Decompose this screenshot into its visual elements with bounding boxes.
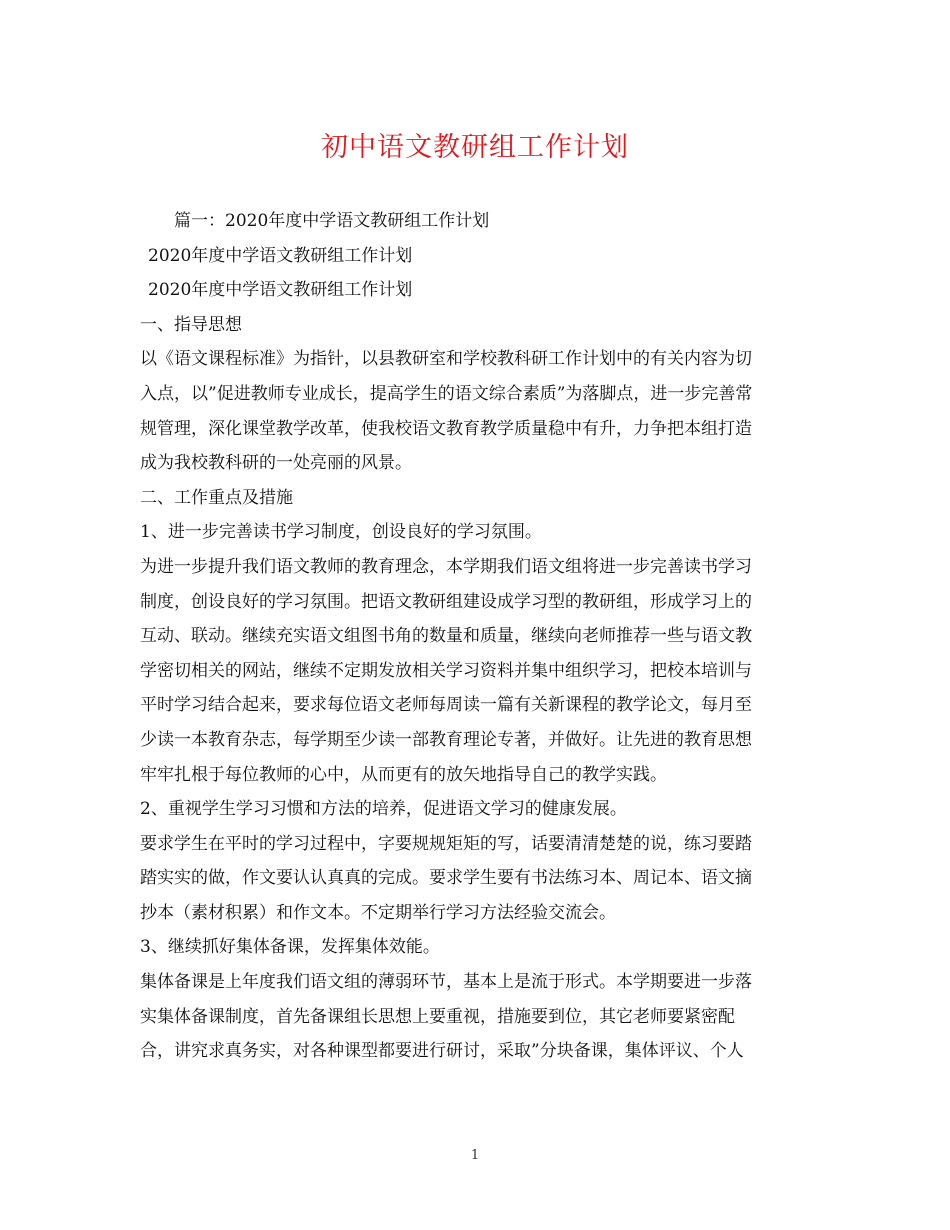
paragraph-line: 以《语文课程标准》为指针，以县教研室和学校教科研工作计划中的有关内容为切 [140,349,752,370]
section-heading: 二、工作重点及措施 [140,487,293,508]
subtitle-line: 2020年度中学语文教研组工作计划 [148,280,413,301]
subsection-heading: 2、重视学生学习习惯和方法的培养，促进语文学习的健康发展。 [140,799,627,820]
paragraph-line: 踏实实的做，作文要认认真真的完成。要求学生要有书法练习本、周记本、语文摘 [140,868,752,889]
paragraph-line: 抄本（素材积累）和作文本。不定期举行学习方法经验交流会。 [140,902,616,923]
paragraph-line: 要求学生在平时的学习过程中，字要规规矩矩的写，话要清清楚楚的说，练习要踏 [140,833,752,854]
paragraph-line: 牢牢扎根于每位教师的心中，从而更有的放矢地指导自己的教学实践。 [140,764,667,785]
paragraph-line: 规管理，深化课堂教学改革，使我校语文教育教学质量稳中有升，力争把本组打造 [140,418,752,439]
paragraph-line: 少读一本教育杂志，每学期至少读一部教育理论专著，并做好。让先进的教育思想 [140,729,752,750]
subtitle-line: 篇一：2020年度中学语文教研组工作计划 [174,211,490,231]
paragraph-line: 入点，以”促进教师专业成长，提高学生的语文综合素质”为落脚点，进一步完善常 [140,383,753,404]
paragraph-line: 平时学习结合起来，要求每位语文老师每周读一篇有关新课程的教学论文，每月至 [140,695,752,716]
paragraph-line: 学密切相关的网站，继续不定期发放相关学习资料并集中组织学习，把校本培训与 [140,660,752,681]
document-title: 初中语文教研组工作计划 [321,132,629,163]
paragraph-line: 成为我校教科研的一处亮丽的风景。 [140,453,412,474]
paragraph-line: 互动、联动。继续充实语文组图书角的数量和质量，继续向老师推荐一些与语文教 [140,626,752,647]
paragraph-line: 合，讲究求真务实，对各种课型都要进行研讨，采取”分块备课，集体评议、个人 [140,1041,744,1062]
paragraph-line: 制度，创设良好的学习氛围。把语文教研组建设成学习型的教研组，形成学习上的 [140,591,752,612]
paragraph-line: 为进一步提升我们语文教师的教育理念，本学期我们语文组将进一步完善读书学习 [140,556,752,577]
subsection-heading: 3、继续抓好集体备课，发挥集体效能。 [140,937,440,958]
paragraph-line: 实集体备课制度，首先备课组长思想上要重视，措施要到位，其它老师要紧密配 [140,1006,735,1027]
section-heading: 一、指导思想 [140,314,242,335]
document-body [140,204,820,1069]
paragraph-line: 集体备课是上年度我们语文组的薄弱环节，基本上是流于形式。本学期要进一步落 [140,972,752,993]
subsection-heading: 1、进一步完善读书学习制度，创设良好的学习氛围。 [140,522,542,543]
page-number: 1 [470,1148,480,1163]
subtitle-line: 2020年度中学语文教研组工作计划 [148,245,413,266]
